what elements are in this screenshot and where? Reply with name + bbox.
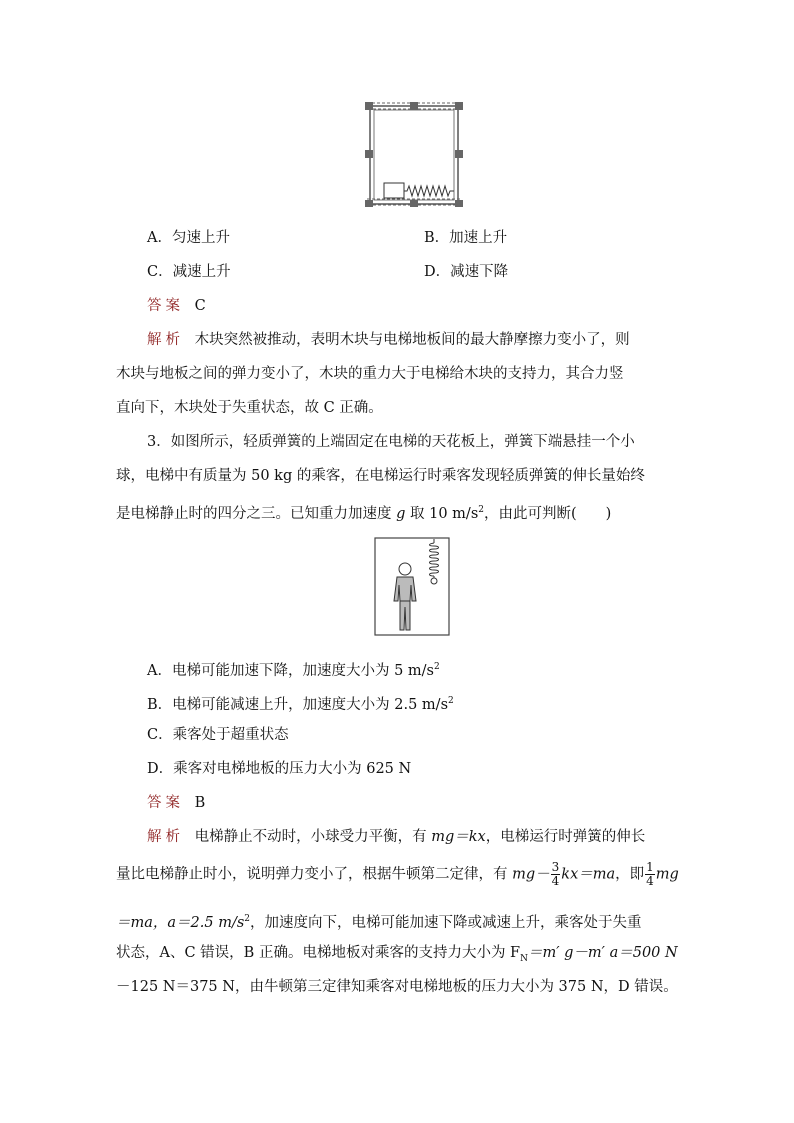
q3-stem-line-2: 球，电梯中有质量为 50 kg 的乘客，在电梯运行时乘客发现轻质弹簧的伸长量始终 (116, 468, 645, 484)
q3-analysis-line-1 (147, 827, 645, 847)
analysis-text: 木块突然被推动，表明木块与电梯地板间的最大静摩擦力变小了，则 (194, 332, 630, 348)
gravity-symbol: g (396, 505, 406, 522)
q3-option-c: C．乘客处于超重状态 (147, 727, 289, 743)
analysis-label: 解析 (147, 332, 184, 348)
stem-text: 是电梯静止时的四分之三。已知重力加速度 (116, 505, 392, 522)
analysis-text: ，即 (615, 866, 645, 883)
q2-answer-row (147, 296, 206, 316)
analysis-text: ，电梯运行时弹簧的伸长 (485, 829, 646, 845)
elevator-passenger-spring-figure (374, 537, 450, 637)
answer-label: 答案 (147, 795, 184, 811)
option-text: A．电梯可能加速下降，加速度大小为 5 m/s (147, 662, 434, 679)
q2-analysis-line-1 (147, 330, 630, 350)
stem-text: ，由此可判断( ) (484, 505, 612, 522)
equation: ＝m′ g－m′ a＝500 N (527, 945, 678, 961)
q3-analysis-line-2 (116, 861, 679, 888)
fraction-three-quarters: $\frac{3}{4}$ (551, 860, 560, 888)
option-text: B．电梯可能减速上升，加速度大小为 2.5 m/s (147, 696, 449, 713)
answer-label: 答案 (147, 298, 184, 314)
q2-option-c: C．减速上升 (147, 264, 231, 280)
answer-value: B (194, 795, 206, 811)
analysis-text: 量比电梯静止时小，说明弹力变小了，根据牛顿第二定律，有 (116, 866, 508, 883)
subscript: N (520, 953, 528, 964)
equation: ＝ma，a＝2.5 m/s (116, 914, 245, 931)
q3-option-b (147, 691, 454, 715)
elevator-block-spring-figure (364, 100, 464, 210)
analysis-text: ，加速度向下，电梯可能加速下降或减速上升，乘客处于失重 (250, 914, 642, 931)
exponent: 2 (244, 914, 251, 924)
stem-text: 取 10 m/s (410, 505, 479, 522)
q3-analysis-line-5: －125 N＝375 N，由牛顿第三定律知乘客对电梯地板的压力大小为 375 N，D 错误。 (116, 979, 678, 995)
q3-analysis-line-3 (116, 909, 642, 933)
q2-option-a: A．匀速上升 (147, 230, 230, 246)
q2-option-d: D．减速下降 (424, 264, 509, 280)
q2-analysis-line-3: 直向下，木块处于失重状态，故 C 正确。 (116, 400, 383, 416)
analysis-text: 状态，A、C 错误，B 正确。电梯地板对乘客的支持力大小为 F (116, 945, 521, 961)
exponent: 2 (434, 662, 440, 672)
q3-analysis-line-4 (116, 943, 678, 969)
exponent: 2 (448, 696, 454, 706)
analysis-text: 电梯静止不动时，小球受力平衡，有 (194, 829, 427, 845)
q3-answer-row (147, 793, 205, 813)
exponent: 2 (478, 505, 484, 515)
fraction-one-quarter: $\frac{1}{4}$ (646, 860, 654, 888)
q3-option-d: D．乘客对电梯地板的压力大小为 625 N (147, 761, 412, 777)
q2-option-b: B．加速上升 (424, 230, 508, 246)
equation: mg＝kx (431, 829, 486, 845)
q2-analysis-line-2: 木块与地板之间的弹力变小了，木块的重力大于电梯给木块的支持力，其合力竖 (116, 366, 624, 382)
equation: kx＝ma (561, 866, 616, 883)
analysis-label: 解析 (147, 829, 184, 845)
q3-stem-line-3 (116, 500, 611, 524)
answer-value: C (194, 298, 206, 314)
equation: mg (655, 866, 679, 883)
equation: mg－ (512, 866, 550, 883)
q3-option-a (147, 657, 440, 681)
q3-stem-line-1: 3．如图所示，轻质弹簧的上端固定在电梯的天花板上，弹簧下端悬挂一个小 (147, 434, 635, 450)
